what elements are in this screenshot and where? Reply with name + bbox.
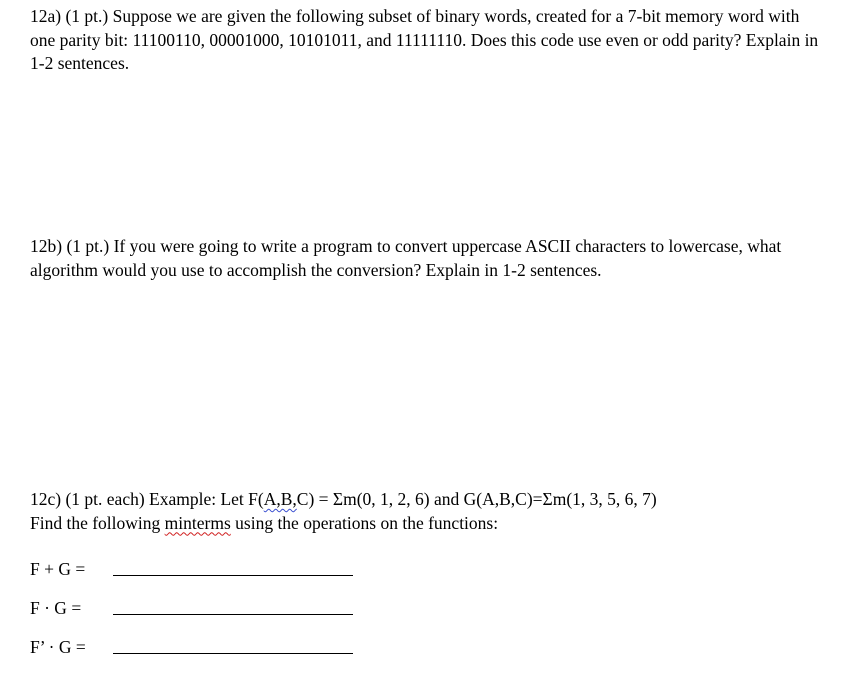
question-12c-line2-end: using the operations on the functions: <box>230 512 499 533</box>
spelling-flag-minterms: minterms <box>164 512 231 533</box>
question-12b-text: 12b) (1 pt.) If you were going to write a program to convert uppercase ASCII characters to lowercase, what algorithm would you use to accomplish the conversion? Explain in 1-2 sentences. <box>30 236 782 280</box>
answer-blank-fprime-dot-g[interactable] <box>113 653 353 654</box>
grammar-flag-abc: A,B, <box>263 489 297 509</box>
question-12c-text-end: C) = Σm(0, 1, 2, 6) and G(A,B,C)=Σm(1, 3, 5, 6, 7) <box>296 489 657 509</box>
answer-label-f-plus-g: F + G = <box>30 559 86 579</box>
question-12c <box>30 488 820 535</box>
answer-label-fprime-dot-g: F’ · G = <box>30 637 86 657</box>
answer-label-f-dot-g: F · G = <box>30 598 82 618</box>
question-12b <box>30 235 820 282</box>
question-12a <box>30 5 820 76</box>
answer-blank-f-plus-g[interactable] <box>113 575 353 576</box>
question-12a-text: 12a) (1 pt.) Suppose we are given the following subset of binary words, created for a 7-bit memory word with one parity bit: 11100110, 00001000, 10101011, and 11111110. Does this code use even or odd parity? Explain in 1-2 sentences. <box>30 6 819 73</box>
question-12c-text-start: 12c) (1 pt. each) Example: Let F( <box>30 489 264 509</box>
question-12c-line2-start: Find the following <box>30 512 165 533</box>
answer-blank-f-dot-g[interactable] <box>113 614 353 615</box>
